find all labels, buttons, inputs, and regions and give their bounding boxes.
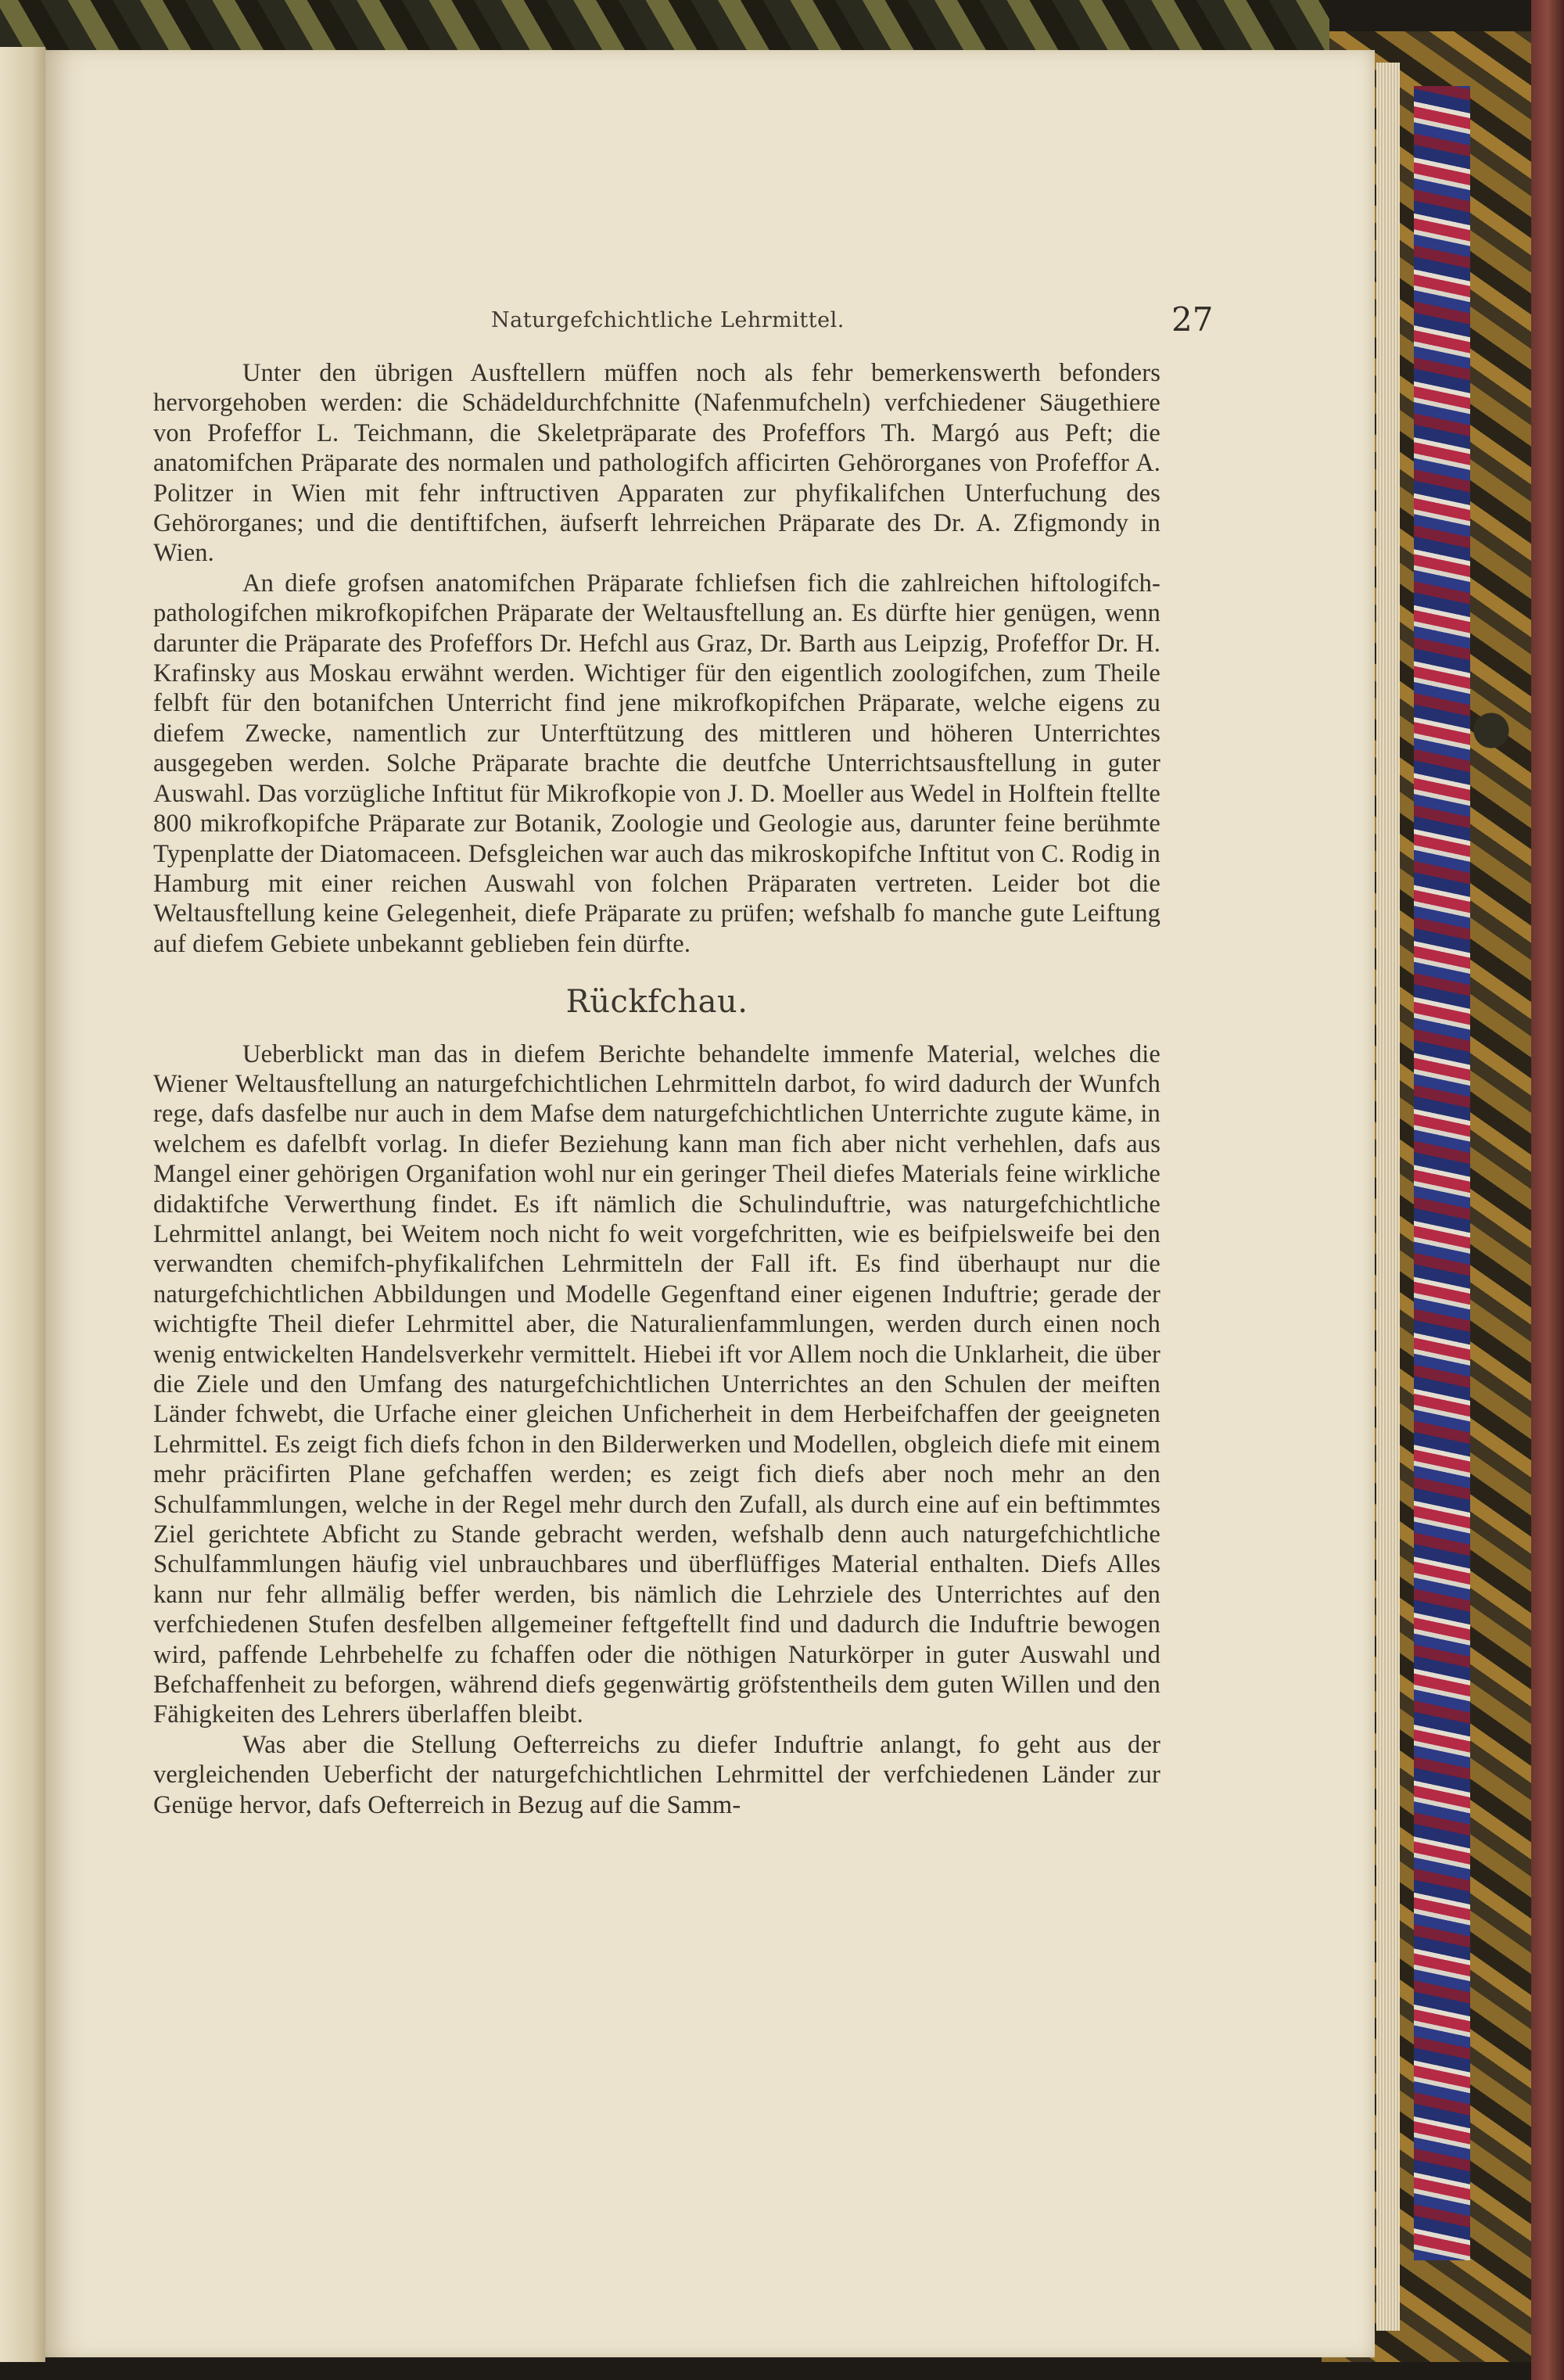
- section-title: Rückfchau.: [565, 984, 748, 1021]
- paragraph: Unter den übrigen Ausftellern müffen noch als fehr bemerkenswerth befonders hervorgehoben werden: die Schädeldurchfchnitte (Nafenmufcheln) verfchiedener Säugethiere von Profeffor L. Teichmann, die Skeletpräparate des Profeffors Th. Margó aus Peft; die anatomifchen Präparate des normalen und pathologifch afficirten Gehörorganes von Profeffor A. Politzer in Wien mit fehr inftructiven Apparaten zur phyfikalifchen Unterfuchung des Gehörorganes; und die dentiftifchen, äufserft lehrreichen Präparate des Dr. A. Zfigmondy in Wien.: [153, 359, 1160, 568]
- page-stack: [1376, 63, 1400, 2331]
- running-head: Naturgefchichtliche Lehrmittel.: [491, 308, 845, 332]
- left-page-edge: [0, 47, 45, 2362]
- page-number: 27: [1171, 300, 1214, 339]
- paragraph: Was aber die Stellung Oefterreichs zu diefer Induftrie anlangt, fo geht aus der vergleichenden Ueberficht der naturgefchichtlichen Lehrmittel der verfchiedenen Länder zur Genüge hervor, dafs Oefterreich in Bezug auf die Samm-: [153, 1730, 1160, 1819]
- top-band: [0, 0, 1329, 55]
- text-block: [153, 358, 1160, 1820]
- paragraph: An diefe grofsen anatomifchen Präparate fchliefsen fich die zahlreichen hiftologifch-pathologifchen mikrofkopifchen Präparate der Weltausftellung an. Es dürfte hier genügen, wenn darunter die Präparate des Profeffors Dr. Hefchl aus Graz, Dr. Barth aus Leipzig, Profeffor Dr. H. Krafinsky aus Moskau erwähnt werden. Wichtiger für den eigentlich zoologifchen, zum Theile felbft für den botanifchen Unterricht find jene mikrofkopifchen Präparate, welche eigens zu diefem Zwecke, namentlich zur Unterftützung des mittleren und höheren Unterrichtes ausgegeben werden. Solche Präparate brachte die deutfche Unterrichtsausftellung in guter Auswahl. Das vorzügliche Inftitut für Mikrofkopie von J. D. Moeller aus Wedel in Holftein ftellte 800 mikrofkopifche Präparate zur Botanik, Zoologie und Geologie aus, darunter feine berühmte Typenplatte der Diatomaceen. Defsgleichen war auch das mikroskopifche Inftitut von C. Rodig in Hamburg mit einer reichen Auswahl von folchen Präparaten vertreten. Leider bot die Weltausftellung keine Gelegenheit, diefe Präparate zu prüfen; wefshalb fo manche gute Leiftung auf diefem Gebiete unbekannt geblieben fein dürfte.: [153, 569, 1160, 958]
- marbled-page-edge: [1414, 86, 1470, 2260]
- paragraph: Ueberblickt man das in diefem Berichte behandelte immenfe Material, welches die Wiener Weltausftellung an naturgefchichtlichen Lehrmitteln darbot, fo wird dadurch der Wunfch rege, dafs dasfelbe nur auch in dem Mafse dem naturgefchichtlichen Unterrichte zugute käme, in welchem es dafelbft vorlag. In diefer Beziehung kann man fich aber nicht verhehlen, dafs aus Mangel einer gehörigen Organifation wohl nur ein geringer Theil diefes Materials feine wirkliche didaktifche Verwerthung findet. Es ift nämlich die Schulinduftrie, was naturgefchichtliche Lehrmittel anlangt, bei Weitem noch nicht fo weit vorgefchritten, wie es beifpielsweife bei den verwandten chemifch-phyfikalifchen Lehrmitteln der Fall ift. Es find überhaupt nur die naturgefchichtlichen Abbildungen und Modelle Gegenftand einer eigenen Induftrie; gerade der wichtigfte Theil diefer Lehrmittel aber, die Naturalienfammlungen, werden durch einen noch wenig entwickelten Handelsverkehr vermittelt. Hiebei ift vor Allem noch die Unklarheit, die über die Ziele und den Umfang des naturgefchichtlichen Unterrichtes an den Schulen der meiften Länder fchwebt, die Urfache einer gleichen Unficherheit in dem Herbeifchaffen der geeigneten Lehrmittel. Es zeigt fich diefs fchon in den Bilderwerken und Modellen, obgleich diefe mit einem mehr präcifirten Plane gefchaffen werden; es zeigt fich diefs aber noch mehr an den Schulfammlungen, welche in der Regel mehr durch den Zufall, als durch eine auf ein beftimmtes Ziel gerichtete Abficht zu Stande gebracht werden, wefshalb denn auch naturgefchichtliche Schulfammlungen häufig viel unbrauchbares und überflüffiges Material enthalten. Diefs Alles kann nur fehr allmälig beffer werden, bis nämlich die Lehrziele des Unterrichtes auf den verfchiedenen Stufen desfelben allgemeiner feftgeftellt find und dadurch die Induftrie bewogen wird, paffende Lehrbehelfe zu fchaffen oder die nöthigen Naturkörper in guter Auswahl und Befchaffenheit zu beforgen, während diefs gegenwärtig gröfstentheils dem guten Willen und den Fähigkeiten des Lehrers überlaffen bleibt.: [153, 1039, 1160, 1729]
- cover-edge: [1531, 0, 1564, 2380]
